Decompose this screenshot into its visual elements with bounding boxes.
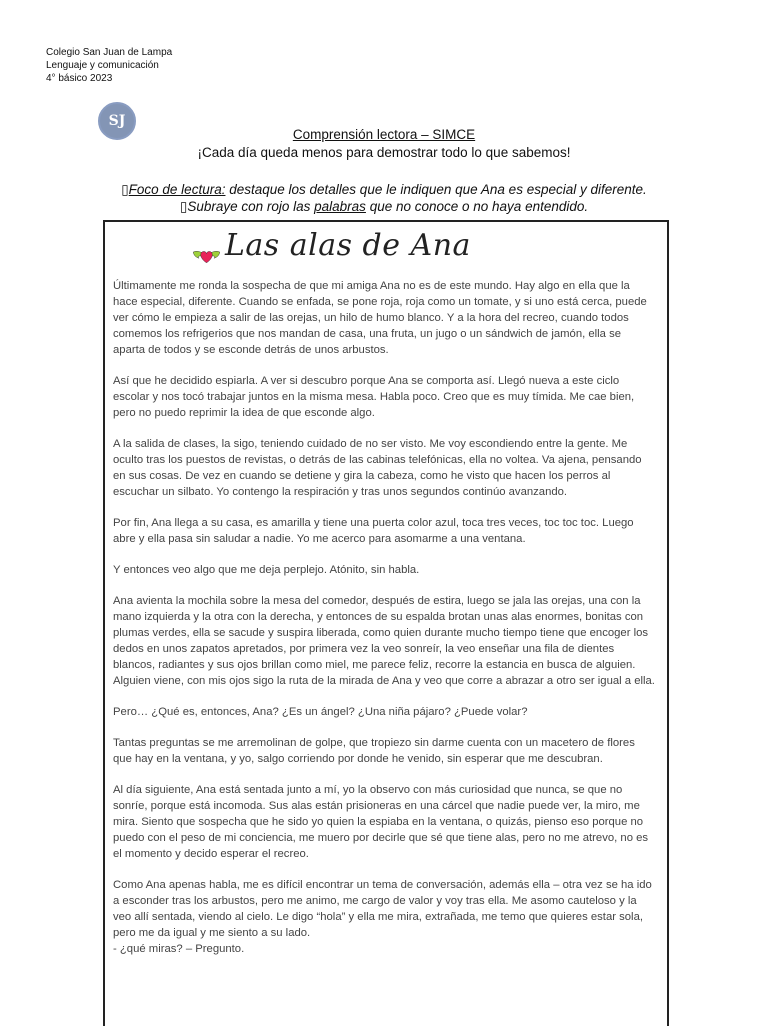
focus-text: destaque los detalles que le indiquen que Ana es especial y diferente. <box>225 182 647 197</box>
instruction-2-word: palabras <box>314 199 366 214</box>
story-text <box>113 278 655 957</box>
paragraph: Pero… ¿Qué es, entonces, Ana? ¿Es un ángel? ¿Una niña pájaro? ¿Puede volar? <box>113 706 528 718</box>
instruction-2b: que no conoce o no haya entendido. <box>365 199 589 214</box>
page-title: Comprensión lectora – SIMCE <box>292 127 476 142</box>
paragraph: - ¿qué miras? – Pregunto. <box>113 943 245 955</box>
focus-label: Foco de lectura: <box>128 182 226 197</box>
paragraph: Al día siguiente, Ana está sentada junto a mí, yo la observo con más curiosidad que nunca, se que no sonríe, porque está incomoda. Sus alas están prisioneras en una cárcel que nadie puede ver, la miro, me mira. Siento que sospecha que he sido yo quien la espiaba en la ventana, o quizás, pienso eso porque no puedo con el peso de mi conciencia, me muero por decirle que sé que tiene alas, pero no me atrevo, no es el momento y decido esperar el recreo. <box>113 784 649 860</box>
paragraph: Últimamente me ronda la sospecha de que mi amiga Ana no es de este mundo. Hay algo en ella que la hace especial, diferente. Cuando se enfada, se pone roja, roja como un tomate, y si uno está cerca, puede ver cómo le empieza a salir de las orejas, un hilo de humo blanco. Y a la hora del recreo, cuando todos comemos los refrigerios que nos mandan de casa, una fruta, un jugo o un sándwich de jamón, ella se aparta de todos y se esconde detrás de unos arbustos. <box>113 280 647 356</box>
paragraph: Como Ana apenas habla, me es difícil encontrar un tema de conversación, además ella – otra vez se ha ido a esconder tras los arbustos, pero me animo, me cargo de valor y voy tras ella. Me asomo cauteloso y la veo allí sentada, viendo al cielo. Le digo “hola” y ella me mira, extrañada, me temo que quieres estar sola, pero me da igual y me siento a su lado. <box>113 879 652 939</box>
story-title: Las alas de Ana <box>225 228 471 263</box>
header <box>46 46 173 129</box>
page-subtitle: ¡Cada día queda menos para demostrar todo lo que sabemos! <box>197 145 571 160</box>
instruction-2a: Subraye con rojo las <box>187 199 315 214</box>
paragraph: Por fin, Ana llega a su casa, es amarilla y tiene una puerta color azul, toca tres veces, toc toc toc. Luego abre y ella pasa sin saludar a nadie. Yo me acerco para asomarme a una ventana. <box>113 517 634 545</box>
instructions <box>0 181 768 215</box>
paragraph: A la salida de clases, la sigo, teniendo cuidado de no ser visto. Me voy escondiendo entre la gente. Me oculto tras los puestos de revistas, o detrás de las cabinas telefónicas, ella no voltea. Va ajena, pensando en sus cosas. De vez en cuando se detiene y gira la cabeza, como he visto que hacen los perros al escuchar un silbato. Yo contengo la respiración y tras unos segundos continúo avanzando. <box>113 438 642 498</box>
reading-frame <box>103 220 669 1026</box>
checkbox-icon: ▯ <box>121 182 129 197</box>
checkbox-icon: ▯ <box>179 199 188 214</box>
logo-letters: SJ <box>108 113 126 129</box>
title-block <box>0 126 768 162</box>
school-name: Colegio San Juan de Lampa <box>46 47 173 58</box>
course-name: 4° básico 2023 <box>46 73 113 84</box>
paragraph: Así que he decidido espiarla. A ver si descubro porque Ana se comporta así. Llegó nueva a este ciclo escolar y nos tocó trabajar juntos en la misma mesa. Habla poco. Creo que es muy tímida. Me cae bien, pero no puedo reprimir la idea de que esconde algo. <box>113 375 635 419</box>
paragraph: Y entonces veo algo que me deja perplejo. Atónito, sin habla. <box>113 564 420 576</box>
paragraph: Ana avienta la mochila sobre la mesa del comedor, después de estira, luego se jala las orejas, una con la mano izquierda y la otra con la derecha, y entonces de su espalda brotan unas alas enormes, bonitas con plumas verdes, ella se sacude y suspira liberada, como quien durante mucho tiempo tiene que encoger los dedos en unos zapatos apretados, por primera vez la veo sonreír, la veo enseñar una fila de dientes blancos, radiantes y sus ojos brillan como miel, me parece feliz, recorre la estancia en busca de alguien. Alguien viene, con mis ojos sigo la ruta de la mirada de Ana y veo que corre a abrazar a otro ser igual a ella. <box>113 595 655 687</box>
subject-name: Lenguaje y comunicación <box>46 60 159 71</box>
paragraph: Tantas preguntas se me arremolinan de golpe, que tropiezo sin darme cuenta con un macetero de flores que hay en la ventana, y yo, salgo corriendo por donde he venido, sin esperar que me descubran. <box>113 737 635 765</box>
